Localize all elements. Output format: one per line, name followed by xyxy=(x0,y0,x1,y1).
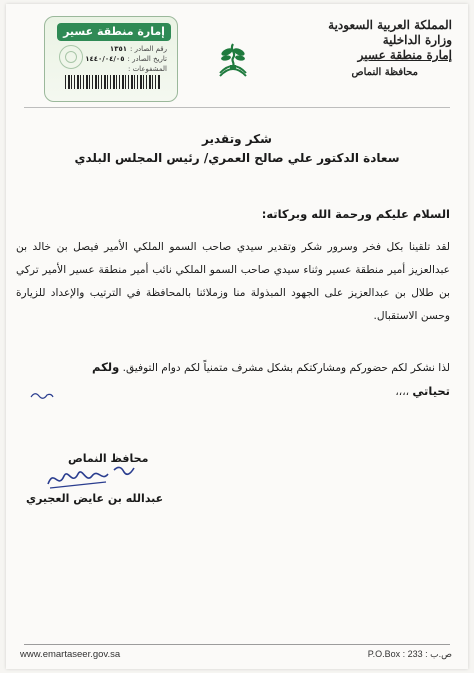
signature-name: عبدالله بن عايض العجيري xyxy=(26,492,164,505)
footer-pobox: P.O.Box : 233 : ص.ب xyxy=(367,649,452,659)
letter-closing-tail: ،،،، xyxy=(395,386,410,398)
header-divider xyxy=(24,107,450,108)
ministry-header xyxy=(302,18,452,78)
stamp-attachments-label: المشفوعات : xyxy=(127,65,167,73)
letter-closing: لذا نشكر لكم حضوركم ومشاركتكم بشكل مشرف متمنياً لكم دوام التوفيق. xyxy=(122,362,450,374)
footer-divider xyxy=(24,644,450,645)
letter-closing-block xyxy=(20,356,450,404)
stamp-title: إمارة منطقة عسير xyxy=(57,23,171,41)
saudi-emblem-icon xyxy=(215,42,251,80)
letter-title: شكر وتقدير xyxy=(202,132,272,146)
letter-greeting: السلام عليكم ورحمة الله وبركاته: xyxy=(261,207,450,221)
barcode xyxy=(65,75,161,89)
region-name: إمارة منطقة عسير xyxy=(357,48,452,62)
stamp-date-row xyxy=(85,55,167,63)
stamp-attachments-row xyxy=(128,65,167,73)
letter-closing-bold-2: تحياتي xyxy=(412,384,450,398)
kingdom-name: المملكة العربية السعودية xyxy=(328,18,452,32)
outgoing-stamp xyxy=(44,16,178,102)
letter-closing-bold-1: ولكم xyxy=(92,360,120,374)
stamp-ref-value: ١٣٥١ xyxy=(109,45,128,53)
stamp-date-value: ١٤٤٠/٠٤/٠٥ xyxy=(85,55,125,63)
stamp-seal-icon xyxy=(59,45,83,69)
stamp-ref-row xyxy=(110,45,167,53)
handwritten-mark-icon xyxy=(29,389,55,401)
stamp-date-label: تاريخ الصادر : xyxy=(127,55,167,63)
governorate-name: محافظة النماص xyxy=(351,67,418,78)
ministry-name: وزارة الداخلية xyxy=(382,33,452,47)
stamp-ref-label: رقم الصادر : xyxy=(130,45,167,53)
signature-scrawl-icon xyxy=(44,462,144,496)
letter-paragraph: لقد تلقينا بكل فخر وسرور شكر وتقدير سيدي صاحب السمو الملكي الأمير فيصل بن خالد بن عبدالعزيز أمير منطقة عسير وثناء سيدي صاحب السمو الملكي نائب أمير منطقة عسير الأمير تركي بن طلال بن عبدالعزيز على الجهود المبذولة منا وزملائنا بالمحافظة في الترتيب والإعداد للزيارة وحسن الاستقبال. xyxy=(16,241,450,322)
letter-page xyxy=(6,4,468,669)
signature-title: محافظ النماص xyxy=(68,452,149,465)
footer-website[interactable]: www.emartaseer.gov.sa xyxy=(20,649,121,660)
letter-recipient: سعادة الدكتور علي صالح العمري/ رئيس المجلس البلدي xyxy=(74,151,400,165)
